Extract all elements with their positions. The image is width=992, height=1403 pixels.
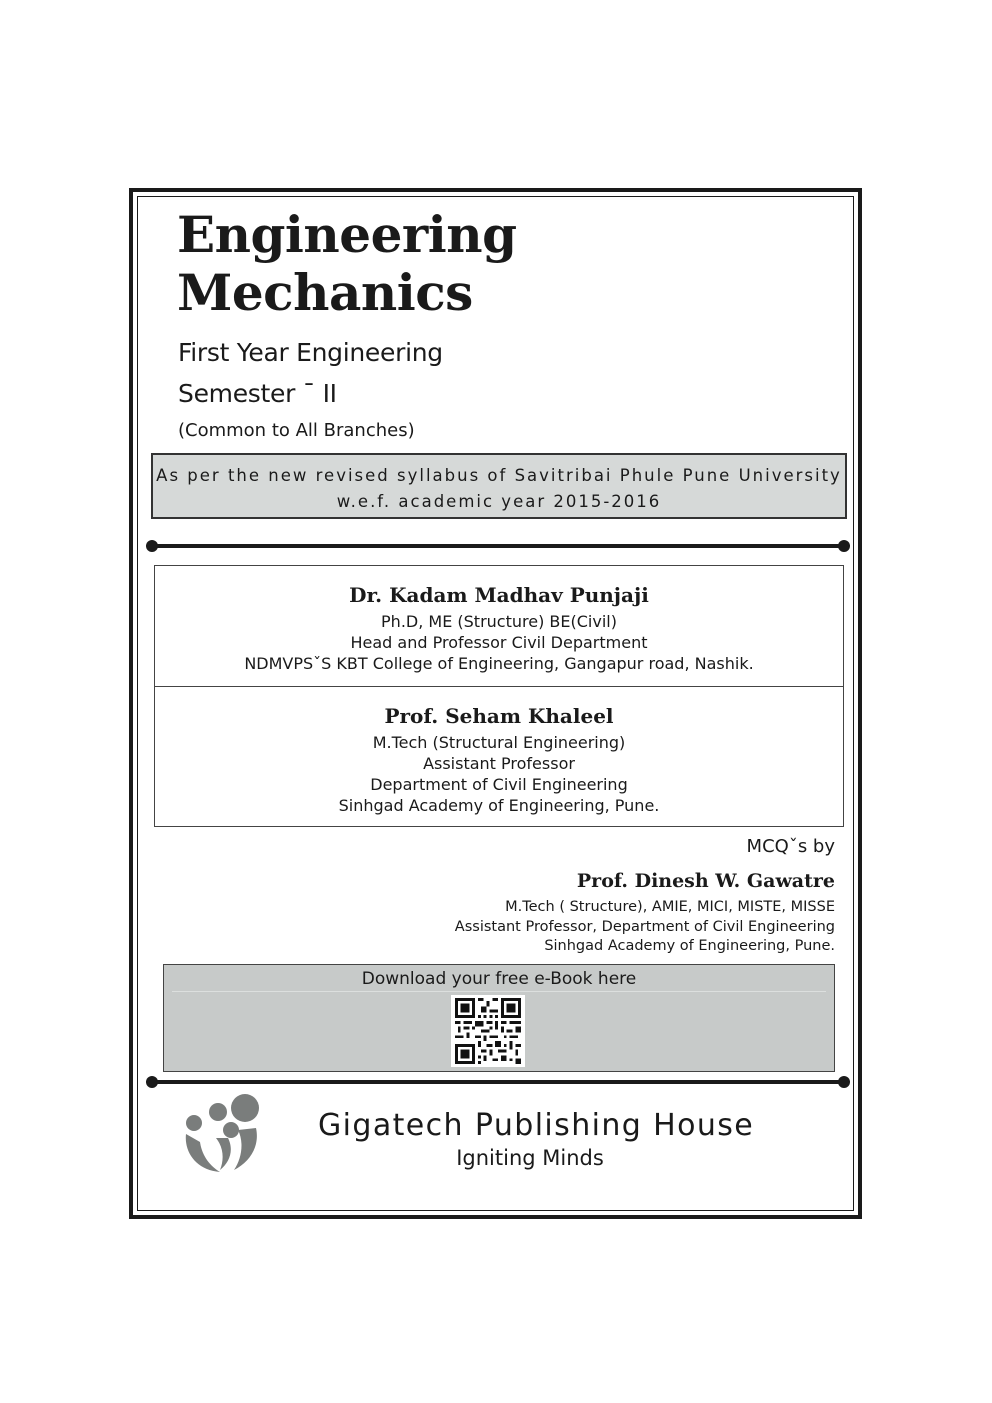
divider-rule-bottom [152, 1080, 844, 1084]
author-position: Assistant Professor [423, 754, 575, 773]
author-qualification: Ph.D, ME (Structure) BE(Civil) [381, 612, 617, 631]
title-line-1: Engineering [177, 205, 517, 264]
mcq-author-block [455, 868, 835, 957]
author-name: Prof. Seham Khaleel [384, 704, 614, 728]
download-rule [172, 991, 826, 992]
authors-box [154, 565, 844, 827]
subtitle-semester: Semester ¯ II [178, 379, 337, 408]
mcq-author-qualification: M.Tech ( Structure), AMIE, MICI, MISTE, MISSE [505, 899, 835, 915]
publisher-name: Gigatech Publishing House [318, 1108, 755, 1143]
author-qualification: M.Tech (Structural Engineering) [372, 733, 626, 752]
author-institution: Sinhgad Academy of Engineering, Pune. [338, 796, 660, 815]
author-block [155, 703, 843, 816]
mcq-author-name: Prof. Dinesh W. Gawatre [576, 870, 835, 892]
mcq-author-position: Assistant Professor, Department of Civil Engineering [454, 918, 835, 935]
author-name: Dr. Kadam Madhav Punjaji [349, 583, 649, 607]
syllabus-line-2: w.e.f. academic year 2015-2016 [336, 492, 662, 511]
author-institution: NDMVPSˇS KBT College of Engineering, Gangapur road, Nashik. [244, 654, 754, 673]
author-divider [155, 686, 843, 687]
title-line-2: Mechanics [177, 263, 473, 322]
download-box [163, 964, 835, 1072]
author-department: Department of Civil Engineering [370, 775, 628, 794]
author-position: Head and Professor Civil Department [350, 633, 648, 652]
divider-rule-top [152, 544, 844, 548]
mcq-author-institution: Sinhgad Academy of Engineering, Pune. [544, 938, 835, 954]
download-label: Download your free e-Book here [361, 969, 637, 989]
book-title [177, 206, 517, 322]
publisher-tagline: Igniting Minds [456, 1146, 604, 1170]
author-block [155, 582, 843, 674]
mcq-label: MCQˇs by [746, 836, 835, 857]
subtitle-year: First Year Engineering [178, 338, 443, 367]
subtitle-branches: (Common to All Branches) [178, 420, 415, 441]
syllabus-line-1: As per the new revised syllabus of Savitribai Phule Pune University [156, 466, 842, 485]
qr-code[interactable] [451, 995, 525, 1067]
syllabus-box [151, 453, 847, 519]
